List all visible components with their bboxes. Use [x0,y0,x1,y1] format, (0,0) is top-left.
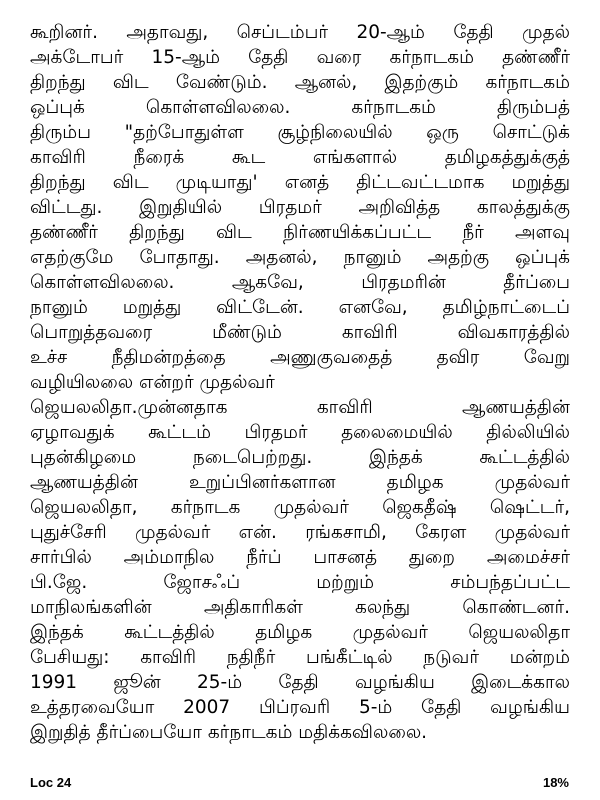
text-line: பொறுத்தவரை மீண்டும் காவிரி விவகாரத்தில் [30,322,570,343]
text-line: வழியிலலை என்றர் முதல்வர் [30,372,275,393]
text-line: ஏழாவதுக் கூட்டம் பிரதமர் தலைமையில் தில்லியில் [30,422,570,443]
text-line: கொள்ளவிலலை. ஆகவே, பிரதமரின் தீர்ப்பை [30,272,570,293]
text-line: அக்டோபர் 15-ஆம் தேதி வரை கர்நாடகம் தண்ணீர் [30,47,570,68]
text-line: தண்ணீர் திறந்து விட நிர்ணயிக்கப்பட்ட நீர் அளவு [30,222,570,243]
page-text [30,20,570,745]
reader-footer [0,772,600,794]
text-line: சார்பில் அம்மாநில நீர்ப் பாசனத் துறை அமைச்சர் [30,547,570,568]
text-line: மாநிலங்களின் அதிகாரிகள் கலந்து கொண்டனர். [30,597,570,618]
text-line: உச்ச நீதிமன்றத்தை அணுகுவதைத் தவிர வேறு [30,347,570,368]
text-line: ஒப்புக் கொள்ளவிலலை. கர்நாடகம் திரும்பத் [30,97,570,118]
text-line: கூறினர். அதாவது, செப்டம்பர் 20-ஆம் தேதி முதல் [30,22,570,43]
text-line: புதுச்சேரி முதல்வர் என். ரங்கசாமி, கேரள முதல்வர் [30,522,570,543]
text-line: திறந்து விட வேண்டும். ஆனல், இதற்கும் கர்நாடகம் [30,72,570,93]
text-line: உத்தரவையோ 2007 பிப்ரவரி 5-ம் தேதி வழங்கிய [30,697,570,718]
text-line: பேசியது: காவிரி நதிநீர் பங்கீட்டில் நடுவர் மன்றம் [30,647,570,668]
location-indicator: Loc 24 [30,775,72,790]
text-line: பி.ஜே. ஜோசஃப் மற்றும் சம்பந்தப்பட்ட [30,572,570,593]
text-line: நானும் மறுத்து விட்டேன். எனவே, தமிழ்நாட்டைப் [30,297,570,318]
text-line: இறுதித் தீர்ப்பையோ கர்நாடகம் மதிக்கவிலலை. [30,722,428,743]
text-line: ஆணயத்தின் உறுப்பினர்களான தமிழக முதல்வர் [30,472,570,493]
text-line: எதற்குமே போதாது. அதனல், நானும் அதற்கு ஒப்புக் [30,247,570,268]
reading-progress: 18% [542,775,569,790]
text-line: ஜெயலலிதா.முன்னதாக காவிரி ஆணயத்தின் [30,397,570,418]
text-line: திறந்து விட முடியாது' எனத் திட்டவட்டமாக மறுத்து [30,172,570,193]
text-line: காவிரி நீரைக் கூட எங்களால் தமிழகத்துக்குத் [30,147,570,168]
text-line: இந்தக் கூட்டத்தில் தமிழக முதல்வர் ஜெயலலிதா [30,622,570,643]
text-line: புதன்கிழமை நடைபெற்றது. இந்தக் கூட்டத்தில் [30,447,570,468]
text-line: திரும்ப "தற்போதுள்ள சூழ்நிலையில் ஒரு சொட்டுக் [30,122,570,143]
text-line: ஜெயலலிதா, கர்நாடக முதல்வர் ஜெகதீஷ் ஷெட்டர், [30,497,570,518]
text-line: 1991 ஜூன் 25-ம் தேதி வழங்கிய இடைக்கால [30,672,570,693]
text-line: விட்டது. இறுதியில் பிரதமர் அறிவித்த காலத்துக்கு [30,197,570,218]
